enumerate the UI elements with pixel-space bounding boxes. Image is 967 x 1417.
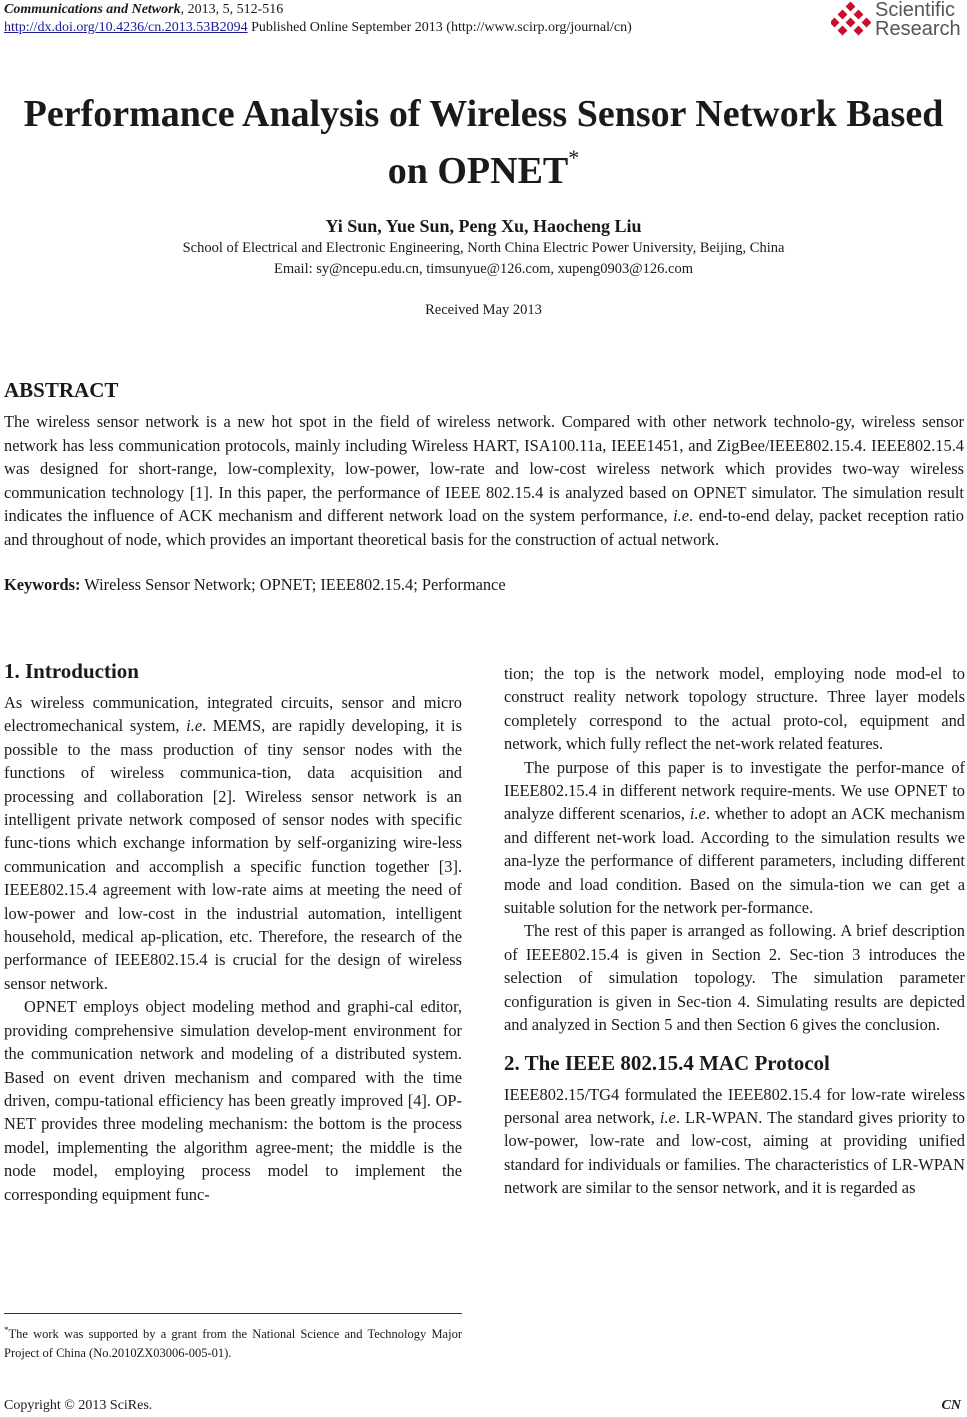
- logo-line-2: Research: [875, 18, 961, 40]
- right-paragraph-1: tion; the top is the network model, employing node mod-el to construct reality network topology structure. Three layer models completely correspond to the actual proto-col, equipment and network, which fully reflect the net-work related features.: [504, 664, 965, 754]
- journal-volume: , 2013, 5, 512-516: [180, 2, 284, 17]
- intro-p1-part-b: . MEMS, are rapidly developing, it is possible to the mass production of tiny sensor nodes with the functions of wireless communica-tion, data acquisition and processing and collaboration [2]. Wireless sensor network is an intelligent private network composed of sensor nodes with specific func-tions which exchange information by self-organizing wire-less communication and accomplish a specific function together [3]. IEEE802.15.4 agreement with low-rate aims at meeting the need of low-power and low-cost in the industrial automation, intelligent household, medical ap-plication, etc. Therefore, the research of the performance of IEEE802.15.4 is crucial for the design of wireless sensor network.: [4, 716, 462, 993]
- footnote: [4, 1321, 462, 1363]
- right-paragraph-3: The rest of this paper is arranged as following. A brief description of IEEE802.15.4 is given in Section 2. Sec-tion 3 introduces the selection of simulation topology. The simulation parameter configuration is given in Sec-tion 4. Simulating results are depicted and analyzed in Section 5 and then Section 6 gives the conclusion.: [504, 921, 965, 1035]
- paper-title: [0, 92, 967, 193]
- right-p2-part-a: The purpose of this paper is to investigate the perfor-mance of IEEE802.15.4 in different network require-ments. We use OPNET to analyze different scenarios,: [504, 757, 965, 824]
- section-1-heading: 1. Introduction: [4, 659, 139, 683]
- publisher-logo: [831, 0, 961, 44]
- title-line-2-text: on OPNET: [387, 150, 569, 192]
- abstract-part-a: The wireless sensor network is a new hot spot in the field of wireless network. Compared with other network technolo-gy, wireless sensor network has less communication protocols, mainly including Wireless HART, ISA100.11a, IEEE1451, and ZigBee/IEEE802.15.4. IEEE802.15.4 was designed for short-range, low-complexity, low-power, low-rate and low-cost wireless network which provides two-way wireless communication technology [1]. In this paper, the performance of IEEE 802.15.4 is analyzed based on OPNET simulator. The simulation result indicates the influence of ACK mechanism and different network load on the system performance,: [4, 412, 964, 526]
- keywords-label: Keywords:: [4, 575, 81, 594]
- intro-p1-part-a: As wireless communication, integrated circuits, sensor and micro electromechanical system,: [4, 693, 462, 736]
- left-column: [4, 657, 462, 1206]
- right-p2-part-b: . whether to adopt an ACK mechanism and different net-work load. According to the simulation results we ana-lyze the performance of different parameters, including different mode and load condition. Based on the simula-tion we can get a suitable solution for the network per-formance.: [504, 804, 965, 918]
- s2-p1-part-b: . LR-WPAN. The standard gives priority to low-power, low-rate and low-cost, aiming at providing unified standard for individuals or families. The characteristics of LR-WPAN network are similar to the sensor network, and it is regarded as: [504, 1107, 965, 1198]
- intro-paragraph-1: [4, 691, 462, 995]
- running-header-citation: [4, 2, 283, 18]
- received-date: Received May 2013: [425, 302, 542, 318]
- doi-link[interactable]: http://dx.doi.org/10.4236/cn.2013.53B2094: [4, 20, 248, 35]
- journal-name: Communications and Network: [4, 2, 181, 17]
- keywords-list: Wireless Sensor Network; OPNET; IEEE802.15.4; Performance: [80, 575, 506, 594]
- keywords: [4, 575, 506, 595]
- section-2-paragraph-1: [504, 1083, 965, 1200]
- abstract-text: [4, 410, 964, 552]
- title-line-1: Performance Analysis of Wireless Sensor Network Based: [23, 93, 944, 135]
- section-2-heading: 2. The IEEE 802.15.4 MAC Protocol: [504, 1050, 830, 1075]
- title-line-2: [0, 136, 967, 193]
- author-list: Yi Sun, Yue Sun, Peng Xu, Haocheng Liu: [325, 216, 642, 236]
- title-footnote-mark: *: [568, 145, 580, 170]
- right-paragraph-2: [504, 756, 965, 920]
- abstract-heading: ABSTRACT: [4, 378, 119, 402]
- affiliation: School of Electrical and Electronic Engineering, North China Electric Power University, Beijing, China: [182, 240, 785, 256]
- logo-line-1: Scientific: [875, 0, 956, 21]
- right-column: [504, 662, 965, 1200]
- copyright-footer: Copyright © 2013 SciRes.: [4, 1398, 153, 1413]
- right-p2-ie: i.e: [689, 804, 706, 824]
- running-header-links: [4, 20, 632, 36]
- s2-p1-part-a: IEEE802.15/TG4 formulated the IEEE802.15.4 for low-rate wireless personal area network,: [504, 1084, 965, 1127]
- logo-mark-icon: [831, 1, 873, 43]
- author-emails: Email: sy@ncepu.edu.cn, timsunyue@126.com, xupeng0903@126.com: [273, 261, 693, 277]
- intro-paragraph-2: OPNET employs object modeling method and graphi-cal editor, providing comprehensive simulation develop-ment environment for the communication network and modeling of a distributed system. Based on event driven mechanism and compared with the time driven, compu-tational efficiency has been greatly improved [4]. OP-NET provides three modeling mechanism: the bottom is the process model, implementing the algorithm agree-ment; the middle is the node model, employing process model to implement the corresponding equipment func-: [4, 997, 462, 1204]
- intro-p1-ie: i.e: [186, 716, 203, 736]
- footnote-mark: *: [4, 1325, 9, 1335]
- published-info: Published Online September 2013 (http://www.scirp.org/journal/cn): [247, 20, 632, 35]
- journal-abbreviation: CN: [941, 1398, 961, 1413]
- logo-wordmark: [875, 1, 961, 39]
- abstract-ie: i.e: [673, 506, 689, 526]
- abstract-part-b: . end-to-end delay, packet reception ratio and throughout of node, which provides an important theoretical basis for the construction of actual network.: [4, 506, 964, 549]
- footnote-rule: [4, 1313, 462, 1314]
- footnote-text: The work was supported by a grant from the National Science and Technology Major Project of China (No.2010ZX03006-005-01).: [4, 1327, 462, 1361]
- s2-p1-ie: i.e: [659, 1107, 676, 1127]
